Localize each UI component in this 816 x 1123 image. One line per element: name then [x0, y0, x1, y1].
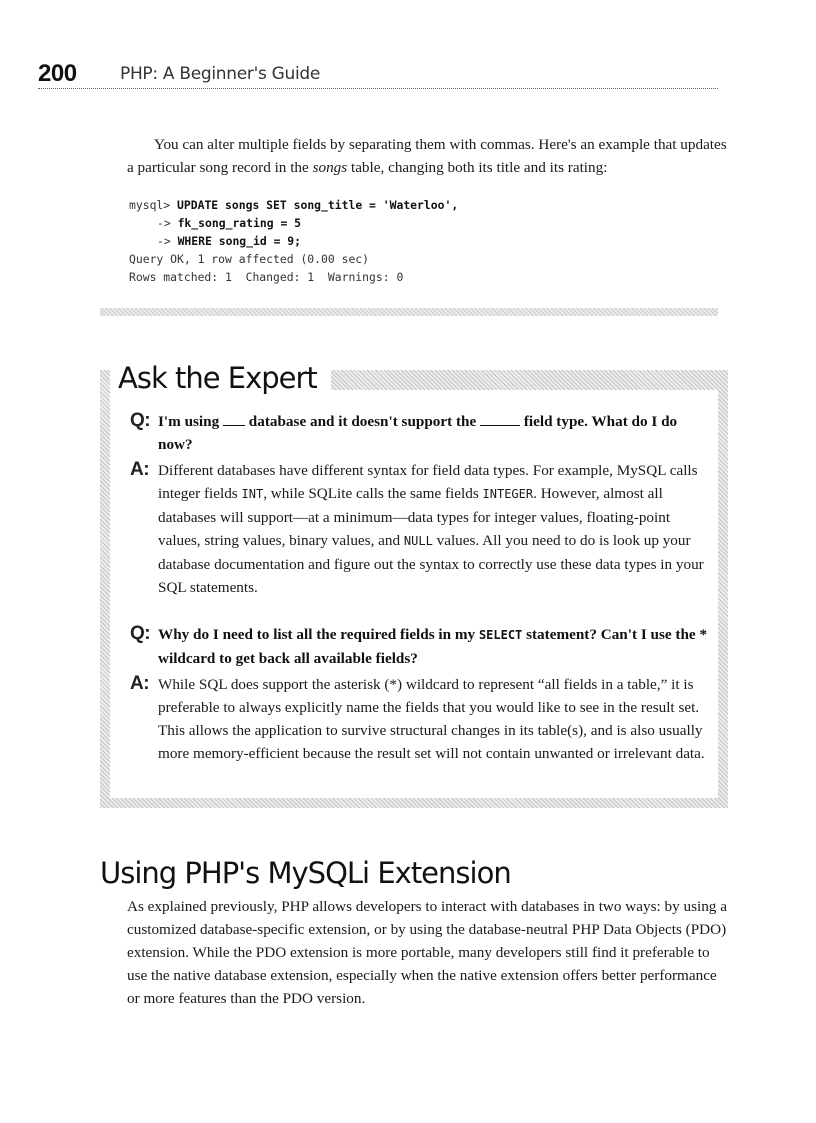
- question-1-text: I'm using database and it doesn't support the field type. What do I do now?: [158, 413, 678, 453]
- code-command-line-2: fk_song_rating = 5: [177, 216, 302, 230]
- intro-text-start: You can alter multiple fields by separating them with commas. Here's an example that updates a particular song record in the: [127, 136, 727, 176]
- section-paragraph: As explained previously, PHP allows developers to interact with databases in two ways: by using a customized database-specific extension, or by using the database-neutral PHP Data Objects (PDO) extension. While the PDO extension is more portable, many developers still find it preferable to use the native database extension, especially when the native extension offers better performance or more features than the PDO version.: [127, 898, 727, 1007]
- answer-1: [130, 459, 710, 599]
- expert-title-wrapper: [110, 358, 331, 398]
- answer-label: A:: [130, 459, 150, 480]
- code-int: INT: [241, 487, 264, 501]
- code-output-line-2: Rows matched: 1 Changed: 1 Warnings: 0: [129, 270, 404, 284]
- answer-1-text: Different databases have different syntax for field data types. For example, MySQL calls integer fields INT, while SQLite calls the same fields INTEGER. However, almost all databases will support—at a minimum—data types for integer values, floating-point values, string values, binary values, and NULL values. All you need to do is look up your database documentation and figure out the syntax to correctly use these data types in your SQL statements.: [158, 462, 704, 596]
- ask-the-expert-box: [100, 361, 728, 808]
- question-label: Q:: [130, 410, 151, 431]
- expert-box-title: Ask the Expert: [118, 361, 317, 395]
- book-title: PHP: A Beginner's Guide: [120, 64, 321, 84]
- question-2: [130, 623, 710, 670]
- code-command-line-1: UPDATE songs SET song_title = 'Waterloo',: [177, 198, 459, 212]
- question-2-text: Why do I need to list all the required fields in my SELECT statement? Can't I use the * wildcard to get back all available fields?: [158, 626, 708, 667]
- page-header: [38, 58, 718, 89]
- intro-table-name: songs: [312, 159, 348, 176]
- code-continuation-prompt: ->: [157, 216, 178, 230]
- hatched-divider: [100, 308, 718, 316]
- section-heading: Using PHP's MySQLi Extension: [100, 856, 511, 890]
- question-1: [130, 410, 710, 456]
- code-listing: [129, 196, 458, 286]
- intro-text-end: table, changing both its title and its rating:: [347, 159, 608, 176]
- answer-label: A:: [130, 673, 150, 694]
- code-select: SELECT: [478, 628, 523, 642]
- intro-paragraph: [127, 133, 727, 179]
- answer-2: [130, 673, 710, 765]
- code-null: NULL: [403, 534, 433, 548]
- code-integer: INTEGER: [482, 487, 534, 501]
- expert-box-content: [110, 390, 718, 798]
- blank-line: [480, 424, 520, 426]
- code-continuation-prompt: ->: [157, 234, 178, 248]
- code-command-line-3: WHERE song_id = 9;: [177, 234, 302, 248]
- answer-2-text: While SQL does support the asterisk (*) wildcard to represent “all fields in a table,” it is preferable to always explicitly name the fields that you would like to see in the result set. This allows the application to survive structural changes in its table(s), and is also usually more memory-efficient because the result set will not contain unwanted or irrelevant data.: [158, 676, 705, 762]
- code-output-line-1: Query OK, 1 row affected (0.00 sec): [129, 252, 370, 266]
- blank-line: [223, 424, 245, 426]
- page-number: 200: [38, 60, 77, 87]
- code-prompt: mysql>: [129, 198, 178, 212]
- question-label: Q:: [130, 623, 151, 644]
